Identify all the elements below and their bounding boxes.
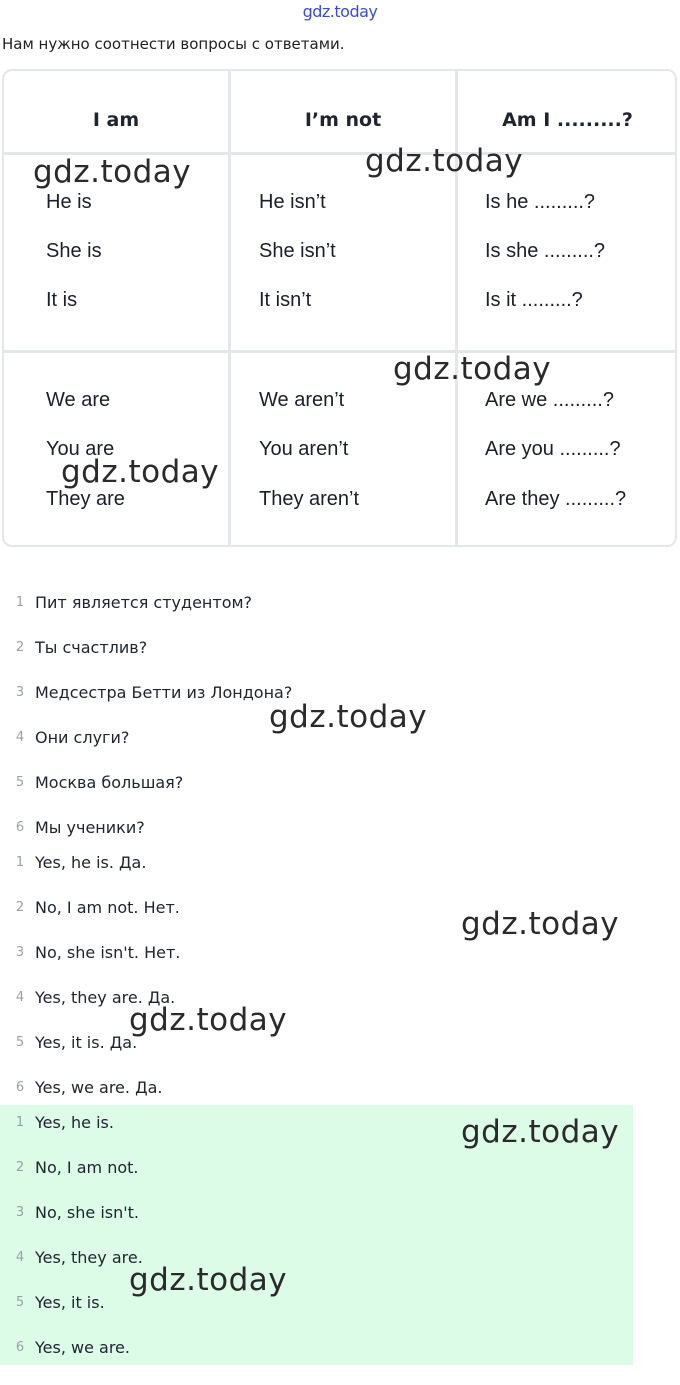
site-header-link[interactable]: gdz.today xyxy=(302,2,378,21)
table-cell: Is it .........? xyxy=(485,289,583,311)
item-number: 5 xyxy=(15,775,25,790)
item-text: Пит является студентом? xyxy=(35,593,253,612)
list-item xyxy=(0,855,680,900)
watermark: gdz.today xyxy=(33,154,192,190)
item-text: Yes, it is. xyxy=(35,1293,105,1312)
item-number: 3 xyxy=(15,685,25,700)
item-text: No, she isn't. Нет. xyxy=(35,943,181,962)
table-cell: You aren’t xyxy=(259,438,349,460)
item-text: Yes, they are. xyxy=(35,1248,143,1267)
item-number: 2 xyxy=(15,1160,25,1175)
item-number: 4 xyxy=(15,730,25,745)
item-number: 2 xyxy=(15,900,25,915)
table-cell: It isn’t xyxy=(259,289,312,311)
table-cell: We are xyxy=(46,389,111,411)
table-header-im-not: I’m not xyxy=(304,109,382,131)
item-text: No, she isn't. xyxy=(35,1203,140,1222)
item-text: Yes, he is. Да. xyxy=(35,853,147,872)
watermark: gdz.today xyxy=(365,143,524,179)
item-text: Yes, he is. xyxy=(35,1113,114,1132)
table-cell: They are xyxy=(46,488,125,510)
item-text: Москва большая? xyxy=(35,773,184,792)
watermark: gdz.today xyxy=(393,351,552,387)
item-number: 5 xyxy=(15,1295,25,1310)
column-divider xyxy=(228,71,231,545)
item-text: No, I am not. xyxy=(35,1158,139,1177)
item-text: No, I am not. Нет. xyxy=(35,898,180,917)
list-item xyxy=(0,1160,680,1205)
item-number: 4 xyxy=(15,1250,25,1265)
list-item xyxy=(0,1250,680,1295)
list-item xyxy=(0,775,680,820)
table-cell: She isn’t xyxy=(259,240,336,262)
table-cell: Are you .........? xyxy=(485,438,621,460)
list-item xyxy=(0,1035,680,1080)
item-number: 6 xyxy=(15,1080,25,1095)
item-text: Yes, they are. Да. xyxy=(35,988,176,1007)
item-number: 3 xyxy=(15,945,25,960)
list-item xyxy=(0,1205,680,1250)
table-cell: Are we .........? xyxy=(485,389,614,411)
intro-text: Нам нужно соотнести вопросы с ответами. xyxy=(2,35,345,53)
list-item xyxy=(0,1340,680,1385)
item-number: 6 xyxy=(15,1340,25,1355)
table-header-am-i: Am I .........? xyxy=(502,109,633,131)
watermark: gdz.today xyxy=(61,454,220,490)
item-text: Yes, it is. Да. xyxy=(35,1033,138,1052)
watermark: gdz.today xyxy=(129,1002,288,1038)
list-item xyxy=(0,945,680,990)
item-number: 6 xyxy=(15,820,25,835)
list-item xyxy=(0,595,680,640)
item-number: 1 xyxy=(15,1115,25,1130)
watermark: gdz.today xyxy=(129,1262,288,1298)
item-number: 1 xyxy=(15,595,25,610)
row-divider xyxy=(4,350,675,353)
item-number: 1 xyxy=(15,855,25,870)
table-cell: Is he .........? xyxy=(485,191,596,213)
item-number: 3 xyxy=(15,1205,25,1220)
list-item xyxy=(0,1295,680,1340)
item-text: Мы ученики? xyxy=(35,818,145,837)
table-cell: You are xyxy=(46,438,115,460)
item-text: Yes, we are. Да. xyxy=(35,1078,163,1097)
list-item xyxy=(0,990,680,1035)
list-item xyxy=(0,640,680,685)
watermark: gdz.today xyxy=(461,1114,620,1150)
table-cell: He is xyxy=(46,191,92,213)
item-text: Они слуги? xyxy=(35,728,130,747)
table-cell: Is she .........? xyxy=(485,240,606,262)
item-text: Ты счастлив? xyxy=(35,638,148,657)
table-cell: He isn’t xyxy=(259,191,326,213)
table-cell: They aren’t xyxy=(259,488,360,510)
item-text: Медсестра Бетти из Лондона? xyxy=(35,683,293,702)
table-header-i-am: I am xyxy=(92,109,140,131)
item-number: 2 xyxy=(15,640,25,655)
item-text: Yes, we are. xyxy=(35,1338,130,1357)
table-cell: Are they .........? xyxy=(485,488,627,510)
watermark: gdz.today xyxy=(269,699,428,735)
table-cell: We aren’t xyxy=(259,389,345,411)
item-number: 4 xyxy=(15,990,25,1005)
item-number: 5 xyxy=(15,1035,25,1050)
table-cell: She is xyxy=(46,240,102,262)
watermark: gdz.today xyxy=(461,906,620,942)
table-cell: It is xyxy=(46,289,78,311)
list-item xyxy=(0,730,680,775)
